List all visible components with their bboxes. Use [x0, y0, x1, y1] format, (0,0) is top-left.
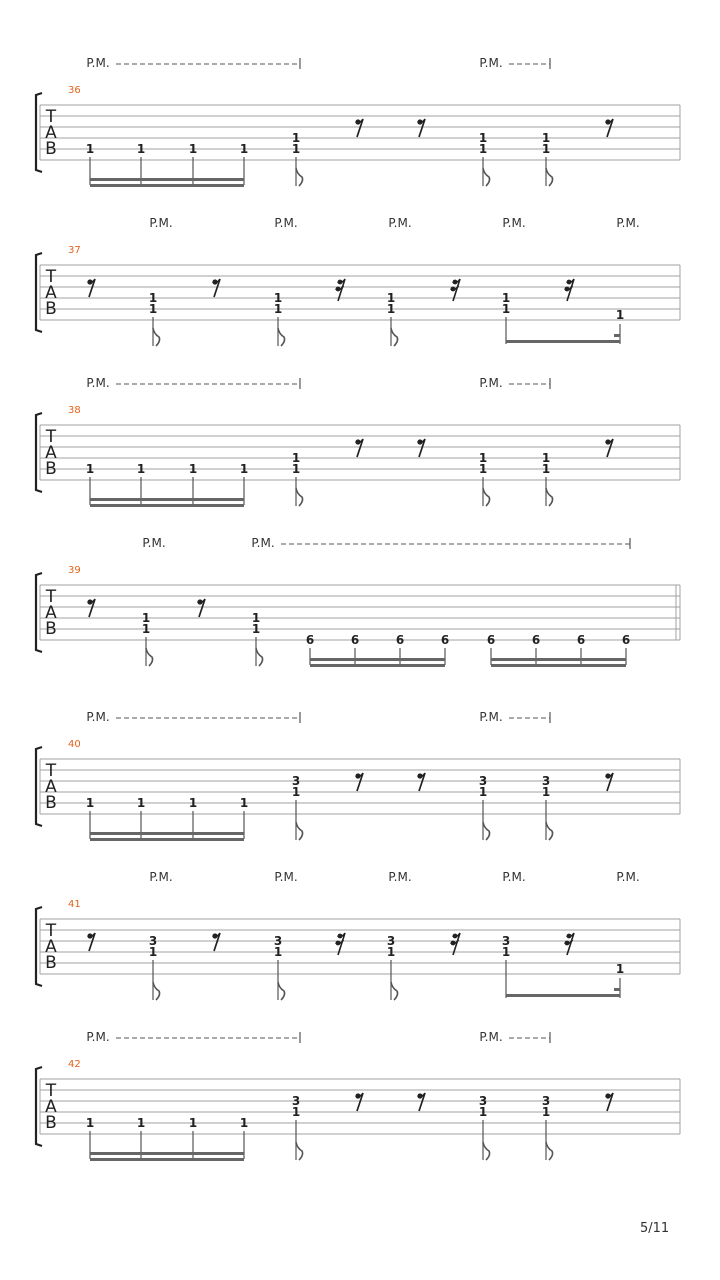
measure-number: 40: [68, 739, 81, 750]
note-flag: [391, 328, 398, 346]
fret-number: 3: [291, 774, 301, 788]
tab-clef-letter: A: [45, 603, 57, 623]
note-flag: [546, 168, 553, 186]
fret-number: 3: [541, 774, 551, 788]
fret-number: 1: [141, 622, 151, 636]
fret-number: 3: [478, 774, 488, 788]
palm-mute-label: P.M.: [142, 536, 166, 550]
eighth-rest: [605, 119, 613, 137]
fret-number: 6: [440, 633, 450, 647]
tab-clef-letter: T: [45, 761, 57, 781]
eighth-rest: [212, 933, 220, 951]
fret-number: 1: [188, 142, 198, 156]
beam: [90, 184, 244, 187]
palm-mute-label: P.M.: [479, 1030, 503, 1044]
fret-number: 1: [291, 462, 301, 476]
note-flag: [278, 328, 285, 346]
fret-number: 1: [386, 945, 396, 959]
note-flag: [483, 168, 490, 186]
palm-mute-label: P.M.: [86, 376, 110, 390]
beam: [90, 832, 244, 835]
fret-number: 1: [541, 462, 551, 476]
eighth-rest: [355, 439, 363, 457]
tab-clef-letter: T: [45, 1081, 57, 1101]
fret-number: 6: [531, 633, 541, 647]
palm-mute-label: P.M.: [149, 870, 173, 884]
tab-clef-letter: A: [45, 777, 57, 797]
beam-partial: [614, 988, 620, 991]
tab-clef-letter: B: [45, 139, 57, 159]
note-flag: [256, 648, 263, 666]
eighth-rest: [87, 279, 95, 297]
beam: [90, 838, 244, 841]
fret-number: 1: [291, 785, 301, 799]
fret-number: 1: [501, 302, 511, 316]
fret-number: 1: [239, 462, 249, 476]
fret-number: 1: [541, 131, 551, 145]
fret-number: 1: [85, 142, 95, 156]
fret-number: 3: [291, 1094, 301, 1108]
beam: [506, 994, 620, 997]
palm-mute-label: P.M.: [251, 536, 275, 550]
fret-number: 1: [273, 302, 283, 316]
tab-system-37: [36, 216, 680, 346]
palm-mute-label: P.M.: [502, 870, 526, 884]
tab-clef-letter: A: [45, 937, 57, 957]
note-flag: [146, 648, 153, 666]
note-flag: [546, 1142, 553, 1160]
note-flag: [546, 822, 553, 840]
palm-mute-label: P.M.: [388, 216, 412, 230]
eighth-rest: [417, 1093, 425, 1111]
tab-system-36: [36, 56, 680, 187]
note-flag: [546, 488, 553, 506]
fret-number: 1: [478, 1105, 488, 1119]
fret-number: 1: [291, 142, 301, 156]
note-flag: [391, 982, 398, 1000]
fret-number: 1: [541, 1105, 551, 1119]
measure-number: 42: [68, 1059, 81, 1070]
palm-mute-label: P.M.: [86, 710, 110, 724]
tab-system-41: [36, 870, 680, 1000]
beam: [90, 504, 244, 507]
fret-number: 1: [478, 462, 488, 476]
tab-clef-letter: A: [45, 1097, 57, 1117]
measure-number: 37: [68, 245, 81, 256]
fret-number: 1: [239, 1116, 249, 1130]
fret-number: 1: [273, 291, 283, 305]
eighth-rest: [87, 933, 95, 951]
eighth-rest: [355, 773, 363, 791]
note-flag: [278, 982, 285, 1000]
note-flag: [483, 488, 490, 506]
fret-number: 1: [541, 451, 551, 465]
fret-number: 1: [273, 945, 283, 959]
tab-clef-letter: T: [45, 587, 57, 607]
fret-number: 1: [85, 1116, 95, 1130]
fret-number: 3: [501, 934, 511, 948]
fret-number: 1: [386, 302, 396, 316]
eighth-rest: [355, 1093, 363, 1111]
eighth-rest: [417, 773, 425, 791]
fret-number: 1: [188, 796, 198, 810]
beam: [310, 658, 445, 661]
fret-number: 1: [85, 796, 95, 810]
fret-number: 1: [251, 611, 261, 625]
fret-number: 3: [478, 1094, 488, 1108]
tab-clef-letter: B: [45, 459, 57, 479]
fret-number: 1: [478, 451, 488, 465]
eighth-rest: [605, 1093, 613, 1111]
tab-clef-letter: T: [45, 267, 57, 287]
beam: [491, 664, 626, 667]
eighth-rest: [417, 119, 425, 137]
fret-number: 3: [386, 934, 396, 948]
eighth-rest: [605, 439, 613, 457]
tab-clef-letter: B: [45, 793, 57, 813]
fret-number: 1: [251, 622, 261, 636]
fret-number: 6: [486, 633, 496, 647]
fret-number: 1: [386, 291, 396, 305]
eighth-rest: [605, 773, 613, 791]
fret-number: 1: [478, 131, 488, 145]
fret-number: 1: [136, 796, 146, 810]
eighth-rest: [417, 439, 425, 457]
tab-clef-letter: B: [45, 619, 57, 639]
beam: [506, 340, 620, 343]
tab-clef-letter: T: [45, 427, 57, 447]
beam-partial: [614, 334, 620, 337]
fret-number: 1: [239, 796, 249, 810]
fret-number: 1: [615, 962, 625, 976]
note-flag: [296, 1142, 303, 1160]
palm-mute-label: P.M.: [479, 56, 503, 70]
measure-number: 38: [68, 405, 81, 416]
fret-number: 1: [148, 291, 158, 305]
palm-mute-label: P.M.: [479, 376, 503, 390]
palm-mute-label: P.M.: [86, 1030, 110, 1044]
tab-system-40: [36, 710, 680, 841]
tab-system-39: [36, 536, 680, 667]
fret-number: 1: [541, 142, 551, 156]
eighth-rest: [212, 279, 220, 297]
fret-number: 1: [541, 785, 551, 799]
tab-clef-letter: A: [45, 443, 57, 463]
tab-clef-letter: A: [45, 283, 57, 303]
tab-clef-letter: B: [45, 1113, 57, 1133]
fret-number: 6: [576, 633, 586, 647]
note-flag: [296, 822, 303, 840]
fret-number: 6: [621, 633, 631, 647]
palm-mute-label: P.M.: [274, 870, 298, 884]
fret-number: 6: [305, 633, 315, 647]
fret-number: 1: [501, 291, 511, 305]
fret-number: 1: [615, 308, 625, 322]
note-flag: [483, 822, 490, 840]
fret-number: 1: [141, 611, 151, 625]
palm-mute-label: P.M.: [479, 710, 503, 724]
tab-clef-letter: B: [45, 953, 57, 973]
beam: [90, 1152, 244, 1155]
tab-clef-letter: A: [45, 123, 57, 143]
measure-number: 41: [68, 899, 81, 910]
fret-number: 1: [148, 945, 158, 959]
eighth-rest: [355, 119, 363, 137]
beam: [310, 664, 445, 667]
fret-number: 1: [291, 451, 301, 465]
palm-mute-label: P.M.: [502, 216, 526, 230]
tab-clef-letter: T: [45, 107, 57, 127]
eighth-rest: [87, 599, 95, 617]
palm-mute-label: P.M.: [388, 870, 412, 884]
note-flag: [153, 982, 160, 1000]
tab-system-42: [36, 1030, 680, 1161]
fret-number: 1: [239, 142, 249, 156]
fret-number: 6: [350, 633, 360, 647]
palm-mute-label: P.M.: [616, 870, 640, 884]
eighth-rest: [197, 599, 205, 617]
beam: [90, 178, 244, 181]
fret-number: 1: [136, 462, 146, 476]
note-flag: [483, 1142, 490, 1160]
beam: [90, 498, 244, 501]
palm-mute-label: P.M.: [86, 56, 110, 70]
tab-system-38: [36, 376, 680, 507]
fret-number: 1: [85, 462, 95, 476]
fret-number: 1: [188, 462, 198, 476]
fret-number: 1: [291, 131, 301, 145]
fret-number: 1: [188, 1116, 198, 1130]
note-flag: [296, 488, 303, 506]
note-flag: [296, 168, 303, 186]
page-number: 5/11: [640, 1221, 670, 1236]
fret-number: 1: [148, 302, 158, 316]
beam: [90, 1158, 244, 1161]
fret-number: 3: [273, 934, 283, 948]
palm-mute-label: P.M.: [274, 216, 298, 230]
tab-clef-letter: T: [45, 921, 57, 941]
fret-number: 1: [136, 142, 146, 156]
fret-number: 3: [148, 934, 158, 948]
measure-number: 36: [68, 85, 81, 96]
measure-number: 39: [68, 565, 81, 576]
fret-number: 3: [541, 1094, 551, 1108]
beam: [491, 658, 626, 661]
fret-number: 1: [501, 945, 511, 959]
fret-number: 1: [478, 785, 488, 799]
fret-number: 1: [136, 1116, 146, 1130]
fret-number: 1: [291, 1105, 301, 1119]
palm-mute-label: P.M.: [149, 216, 173, 230]
tab-clef-letter: B: [45, 299, 57, 319]
fret-number: 1: [478, 142, 488, 156]
fret-number: 6: [395, 633, 405, 647]
palm-mute-label: P.M.: [616, 216, 640, 230]
note-flag: [153, 328, 160, 346]
